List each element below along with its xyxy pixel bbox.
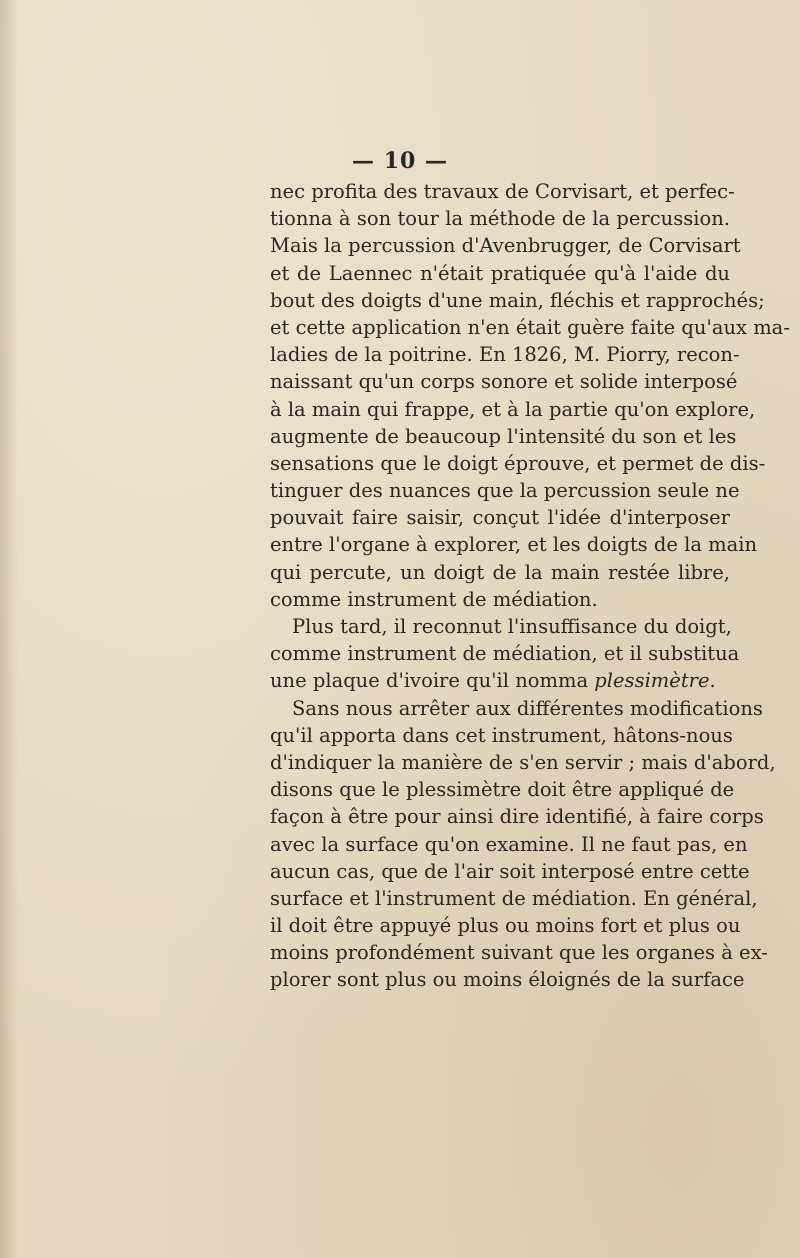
text-line: tionna à son tour la méthode de la percussion. bbox=[270, 207, 730, 231]
text-line: sensations que le doigt éprouve, et permet de dis- bbox=[270, 451, 766, 475]
text-line: entre l'organe à explorer, et les doigts de la main bbox=[270, 533, 758, 557]
text-line: avec la surface qu'on examine. Il ne faut pas, en bbox=[270, 832, 748, 856]
body-text bbox=[270, 178, 790, 994]
text-line: augmente de beaucoup l'intensité du son et les bbox=[270, 424, 737, 448]
text-line: Mais la percussion d'Avenbrugger, de Corvisart bbox=[270, 234, 741, 258]
text-line: façon à être pour ainsi dire identifié, à faire corps bbox=[270, 805, 764, 829]
text-line: d'indiquer la manière de s'en servir ; mais d'abord, bbox=[270, 750, 776, 774]
text-line: et cette application n'en était guère faite qu'aux ma- bbox=[270, 315, 790, 339]
text-line: moins profondément suivant que les organes à ex- bbox=[270, 941, 768, 965]
text-line: Plus tard, il reconnut l'insuffisance du doigt, bbox=[292, 615, 732, 638]
text-line: qui percute, un doigt de la main restée libre, bbox=[270, 560, 730, 584]
text-span: . bbox=[709, 669, 716, 693]
text-line: naissant qu'un corps sonore et solide interposé bbox=[270, 370, 738, 394]
text-line: aucun cas, que de l'air soit interposé entre cette bbox=[270, 859, 750, 883]
text-line: Sans nous arrêter aux différentes modifications bbox=[292, 696, 763, 720]
page-number: — 10 — bbox=[352, 148, 448, 174]
text-line: à la main qui frappe, et à la partie qu'on explore, bbox=[270, 397, 756, 421]
text-line: et de Laennec n'était pratiquée qu'à l'aide du bbox=[270, 261, 730, 285]
text-line: ladies de la poitrine. En 1826, M. Piorry, recon- bbox=[270, 343, 740, 367]
text-span: une plaque d'ivoire qu'il nomma bbox=[270, 669, 595, 693]
text-line: qu'il apporta dans cet instrument, hâtons-nous bbox=[270, 723, 733, 747]
text-line: pouvait faire saisir, conçut l'idée d'interposer bbox=[270, 506, 730, 530]
italic-term: plessimètre bbox=[594, 669, 710, 693]
text-line: disons que le plessimètre doit être appliqué de bbox=[270, 778, 735, 802]
page-fold-shadow bbox=[0, 0, 18, 1258]
text-line: nec profita des travaux de Corvisart, et perfec- bbox=[270, 180, 735, 203]
text-line: bout des doigts d'une main, fléchis et rapprochés; bbox=[270, 288, 765, 312]
text-line: surface et l'instrument de médiation. En général, bbox=[270, 886, 758, 910]
text-line: tinguer des nuances que la percussion seule ne bbox=[270, 479, 740, 503]
text-line: comme instrument de médiation, et il substitua bbox=[270, 642, 740, 666]
text-line: comme instrument de médiation. bbox=[270, 587, 598, 611]
text-line bbox=[270, 667, 730, 694]
text-line: il doit être appuyé plus ou moins fort et plus ou bbox=[270, 914, 741, 938]
text-line: plorer sont plus ou moins éloignés de la surface bbox=[270, 968, 745, 992]
